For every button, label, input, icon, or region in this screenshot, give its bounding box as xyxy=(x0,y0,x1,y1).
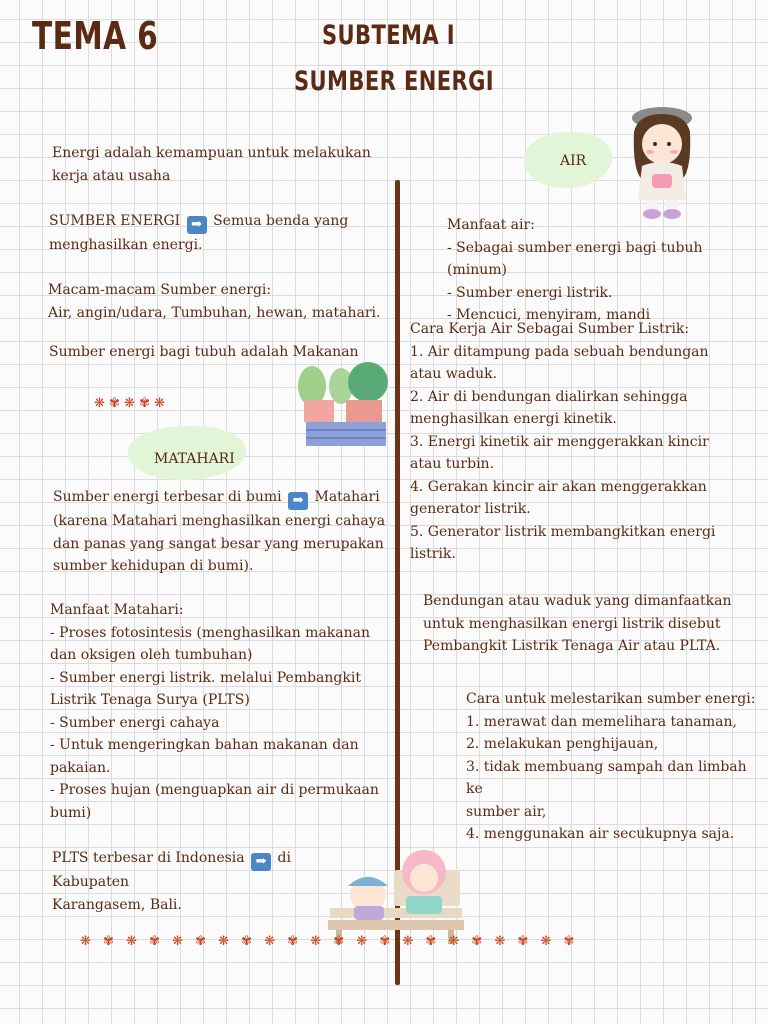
plts-b: di Kabupaten xyxy=(52,850,291,890)
arrow-right-icon: ➡ xyxy=(187,216,207,234)
energy-definition: Energi adalah kemampuan untuk melakukan kerja atau usaha xyxy=(52,145,371,184)
sumber-energi-text: Semua benda yang menghasilkan energi. xyxy=(49,213,349,253)
cactus-pots-icon xyxy=(294,362,390,452)
matahari-intro-c: (karena Matahari menghasilkan energi cahaya dan panas yang sangat besar yang merupakan sumber kehidupan di bumi). xyxy=(53,513,386,574)
matahari-intro-b: Matahari xyxy=(314,489,380,505)
matahari-intro-a: Sumber energi terbesar di bumi xyxy=(53,489,282,505)
tema-title: TEMA 6 xyxy=(32,14,159,58)
matahari-heading: MATAHARI xyxy=(154,451,235,467)
manfaat-air: Manfaat air: - Sebagai sumber energi bagi tubuh (minum) - Sumber energi listrik. - Mencuci, menyiram, mandi xyxy=(447,217,703,323)
lestari-energi: Cara untuk melestarikan sumber energi: 1. merawat dan memelihara tanaman, 2. melakukan penghijauan, 3. tidak membuang sampah dan limbah ke sumber air, 4. menggunakan air secukupnya saja. xyxy=(466,691,756,842)
manfaat-matahari: Manfaat Matahari: - Proses fotosintesis (menghasilkan makanan dan oksigen oleh tumbuhan) - Sumber energi listrik. melalui Pembangkit Listrik Tenaga Surya (PLTS) - Sumber energi cahaya - Untuk mengeringkan bahan makanan dan pakaian. - Proses hujan (menguapkan air di permukaan bumi) xyxy=(50,602,379,821)
arrow-right-icon: ➡ xyxy=(288,492,308,510)
sumber-energi-label: SUMBER ENERGI xyxy=(49,213,181,229)
plta-info: Bendungan atau waduk yang dimanfaatkan untuk menghasilkan energi listrik disebut Pembangkit Listrik Tenaga Air atau PLTA. xyxy=(423,593,732,654)
matahari-intro xyxy=(53,486,388,578)
cara-kerja-air: Cara Kerja Air Sebagai Sumber Listrik: 1. Air ditampung pada sebuah bendungan atau waduk. 2. Air di bendungan dialirkan sehingga menghasilkan energi kinetik. 3. Energi kinetik air menggerakkan kincir atau turbin. 4. Gerakan kincir air akan menggerakkan generator listrik. 5. Generator listrik membangkitkan energi listrik. xyxy=(410,321,716,562)
arrow-right-icon: ➡ xyxy=(251,853,271,871)
girl-sticker-icon xyxy=(626,102,698,220)
topic-title: SUMBER ENERGI xyxy=(294,66,495,97)
autumn-leaves-icon: ❋ ✾ ❋ ✾ ❋ xyxy=(94,396,165,411)
autumn-leaves-border-icon: ❋ ✾ ❋ ✾ ❋ ✾ ❋ ✾ ❋ ✾ ❋ ✾ ❋ ✾ ❋ ✾ ❋ ✾ ❋ ✾ ❋ ✾ xyxy=(80,934,579,949)
sumber-energi-line xyxy=(49,210,379,257)
plts-c: Karangasem, Bali. xyxy=(52,896,182,913)
subtema-title: SUBTEMA I xyxy=(322,20,456,51)
plts-info xyxy=(52,847,372,916)
energy-types: Macam-macam Sumber energi: Air, angin/udara, Tumbuhan, hewan, matahari. xyxy=(48,282,381,321)
body-energy-source: Sumber energi bagi tubuh adalah Makanan xyxy=(49,344,359,360)
air-heading: AIR xyxy=(560,153,587,169)
plts-a: PLTS terbesar di Indonesia xyxy=(52,850,245,866)
